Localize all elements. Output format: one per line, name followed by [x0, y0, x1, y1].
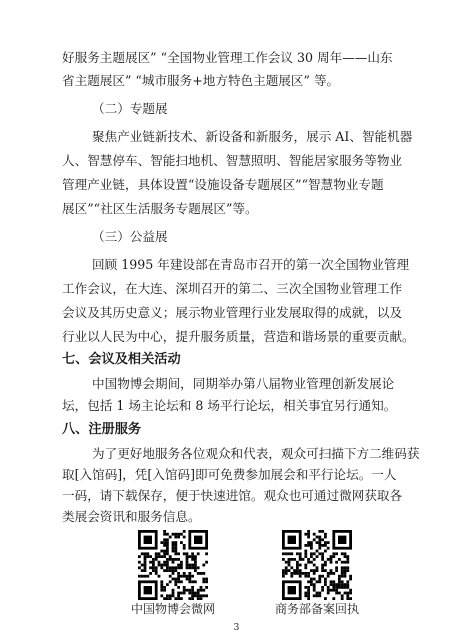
text-line: 行业以人民为中心，提升服务质量，营造和谐场景的重要贡献。	[62, 329, 415, 344]
qr-code-weiwang[interactable]	[138, 530, 208, 600]
text-line: 工作会议，在大连、深圳召开的第二、三次全国物业管理工作	[62, 281, 403, 296]
text-line: 展区”“社区生活服务专题展区”等。	[62, 201, 258, 216]
section-heading: 八、注册服务	[62, 422, 142, 437]
subsection-heading: （二）专题展	[92, 101, 168, 116]
qr-code-icon	[138, 530, 208, 600]
qr-caption: 商务部备案回执	[275, 602, 360, 616]
text-line: 回顾 1995 年建设部在青岛市召开的第一次全国物业管理	[92, 257, 410, 272]
section-heading: 七、会议及相关活动	[62, 352, 181, 367]
text-line: 省主题展区” “城市服务+地方特色主题展区” 等。	[62, 73, 340, 88]
text-line: 好服务主题展区” “全国物业管理工作会议 30 周年——山东	[62, 50, 393, 65]
text-line: 会议及其历史意义；展示物业管理行业发展取得的成就，以及	[62, 305, 403, 320]
text-line: 中国物博会期间，同期举办第八届物业管理创新发展论	[92, 376, 395, 391]
qr-code-icon	[282, 530, 352, 600]
qr-caption: 中国物博会微网	[131, 602, 216, 616]
qr-code-receipt[interactable]	[282, 530, 352, 600]
page-number: 3	[233, 623, 240, 633]
text-line: 取[入馆码]，凭[入馆码]即可免费参加展会和平行论坛。一人	[62, 467, 397, 482]
text-line: 为了更好地服务各位观众和代表，观众可扫描下方二维码获	[92, 446, 420, 461]
subsection-heading: （三）公益展	[92, 229, 168, 244]
text-line: 管理产业链，具体设置“设施设备专题展区”“智慧物业专题	[62, 177, 384, 192]
text-line: 坛，包括 1 场主论坛和 8 场平行论坛，相关事宜另行通知。	[62, 398, 397, 413]
text-line: 聚焦产业链新技术、新设备和新服务，展示 AI、智能机器	[92, 129, 413, 144]
text-line: 类展会资讯和服务信息。	[62, 509, 201, 524]
text-line: 人、智慧停车、智能扫地机、智慧照明、智能居家服务等物业	[62, 153, 403, 168]
text-line: 一码，请下载保存，便于快速进馆。观众也可通过微网获取各	[62, 488, 403, 503]
